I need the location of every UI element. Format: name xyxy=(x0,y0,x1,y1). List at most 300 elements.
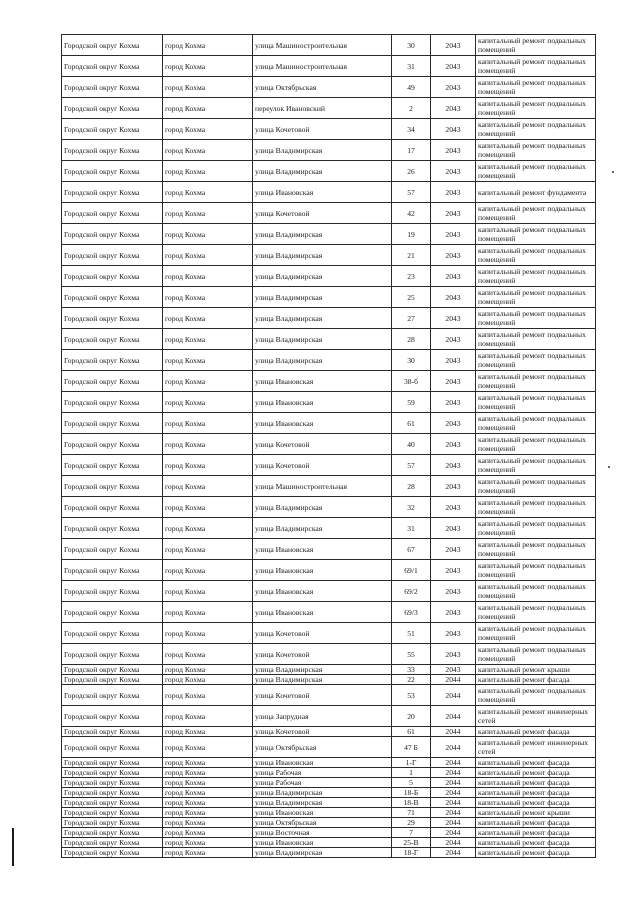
work-type-cell: капитальный ремонт фундамента xyxy=(476,182,596,203)
year-cell: 2043 xyxy=(431,539,476,560)
work-type-cell: капитальный ремонт подвальных помещений xyxy=(476,329,596,350)
house-number-cell: 51 xyxy=(392,623,431,644)
street-cell: улица Ивановская xyxy=(253,413,392,434)
year-cell: 2043 xyxy=(431,350,476,371)
year-cell: 2044 xyxy=(431,808,476,818)
table-row xyxy=(62,77,596,98)
house-number-cell: 29 xyxy=(392,818,431,828)
table-row xyxy=(62,413,596,434)
district-cell: Городской округ Кохма xyxy=(62,768,163,778)
house-number-cell: 19 xyxy=(392,224,431,245)
street-cell: улица Владимирская xyxy=(253,497,392,518)
table-row xyxy=(62,818,596,828)
street-cell: улица Владимирская xyxy=(253,140,392,161)
street-cell: улица Ивановская xyxy=(253,182,392,203)
district-cell: Городской округ Кохма xyxy=(62,119,163,140)
district-cell: Городской округ Кохма xyxy=(62,161,163,182)
year-cell: 2043 xyxy=(431,329,476,350)
work-type-cell: капитальный ремонт подвальных помещений xyxy=(476,224,596,245)
year-cell: 2043 xyxy=(431,266,476,287)
house-number-cell: 32 xyxy=(392,497,431,518)
house-number-cell: 26 xyxy=(392,161,431,182)
street-cell: улица Октябрьская xyxy=(253,818,392,828)
street-cell: улица Кочетовой xyxy=(253,119,392,140)
year-cell: 2044 xyxy=(431,706,476,727)
street-cell: улица Владимирская xyxy=(253,518,392,539)
district-cell: Городской округ Кохма xyxy=(62,98,163,119)
work-type-cell: капитальный ремонт фасада xyxy=(476,788,596,798)
district-cell: Городской округ Кохма xyxy=(62,737,163,758)
street-cell: улица Рабочая xyxy=(253,778,392,788)
work-type-cell: капитальный ремонт подвальных помещений xyxy=(476,266,596,287)
house-number-cell: 69/3 xyxy=(392,602,431,623)
work-type-cell: капитальный ремонт фасада xyxy=(476,727,596,737)
year-cell: 2044 xyxy=(431,675,476,685)
house-number-cell: 28 xyxy=(392,329,431,350)
district-cell: Городской округ Кохма xyxy=(62,675,163,685)
house-number-cell: 71 xyxy=(392,808,431,818)
city-cell: город Кохма xyxy=(163,266,253,287)
work-type-cell: капитальный ремонт подвальных помещений xyxy=(476,35,596,56)
year-cell: 2044 xyxy=(431,798,476,808)
year-cell: 2043 xyxy=(431,182,476,203)
house-number-cell: 34 xyxy=(392,119,431,140)
city-cell: город Кохма xyxy=(163,413,253,434)
table-row xyxy=(62,434,596,455)
work-type-cell: капитальный ремонт фасада xyxy=(476,798,596,808)
district-cell: Городской округ Кохма xyxy=(62,828,163,838)
house-number-cell: 28 xyxy=(392,476,431,497)
house-number-cell: 38-б xyxy=(392,371,431,392)
work-type-cell: капитальный ремонт инженерных сетей xyxy=(476,706,596,727)
table-row xyxy=(62,119,596,140)
city-cell: город Кохма xyxy=(163,706,253,727)
year-cell: 2044 xyxy=(431,727,476,737)
work-type-cell: капитальный ремонт подвальных помещений xyxy=(476,644,596,665)
repair-schedule-table xyxy=(61,34,596,858)
street-cell: улица Владимирская xyxy=(253,245,392,266)
district-cell: Городской округ Кохма xyxy=(62,182,163,203)
year-cell: 2043 xyxy=(431,644,476,665)
city-cell: город Кохма xyxy=(163,287,253,308)
table-row xyxy=(62,560,596,581)
house-number-cell: 47 Б xyxy=(392,737,431,758)
city-cell: город Кохма xyxy=(163,77,253,98)
district-cell: Городской округ Кохма xyxy=(62,644,163,665)
table-row xyxy=(62,497,596,518)
district-cell: Городской округ Кохма xyxy=(62,455,163,476)
year-cell: 2043 xyxy=(431,35,476,56)
street-cell: улица Восточная xyxy=(253,828,392,838)
street-cell: улица Кочетовой xyxy=(253,455,392,476)
table-row xyxy=(62,798,596,808)
house-number-cell: 31 xyxy=(392,56,431,77)
city-cell: город Кохма xyxy=(163,778,253,788)
work-type-cell: капитальный ремонт подвальных помещений xyxy=(476,308,596,329)
city-cell: город Кохма xyxy=(163,602,253,623)
house-number-cell: 27 xyxy=(392,308,431,329)
city-cell: город Кохма xyxy=(163,838,253,848)
work-type-cell: капитальный ремонт фасада xyxy=(476,675,596,685)
year-cell: 2044 xyxy=(431,685,476,706)
street-cell: улица Владимирская xyxy=(253,848,392,858)
year-cell: 2044 xyxy=(431,758,476,768)
city-cell: город Кохма xyxy=(163,203,253,224)
street-cell: улица Ивановская xyxy=(253,808,392,818)
city-cell: город Кохма xyxy=(163,434,253,455)
district-cell: Городской округ Кохма xyxy=(62,497,163,518)
table-row xyxy=(62,329,596,350)
city-cell: город Кохма xyxy=(163,727,253,737)
street-cell: улица Владимирская xyxy=(253,161,392,182)
house-number-cell: 30 xyxy=(392,350,431,371)
work-type-cell: капитальный ремонт фасада xyxy=(476,768,596,778)
street-cell: улица Владимирская xyxy=(253,287,392,308)
work-type-cell: капитальный ремонт фасада xyxy=(476,848,596,858)
house-number-cell: 30 xyxy=(392,35,431,56)
house-number-cell: 31 xyxy=(392,518,431,539)
table-row xyxy=(62,224,596,245)
city-cell: город Кохма xyxy=(163,539,253,560)
table-row xyxy=(62,644,596,665)
table-row xyxy=(62,848,596,858)
district-cell: Городской округ Кохма xyxy=(62,77,163,98)
street-cell: улица Владимирская xyxy=(253,224,392,245)
table-row xyxy=(62,476,596,497)
district-cell: Городской округ Кохма xyxy=(62,203,163,224)
table-row xyxy=(62,350,596,371)
year-cell: 2043 xyxy=(431,413,476,434)
table-row xyxy=(62,308,596,329)
work-type-cell: капитальный ремонт подвальных помещений xyxy=(476,56,596,77)
district-cell: Городской округ Кохма xyxy=(62,140,163,161)
table-row xyxy=(62,371,596,392)
district-cell: Городской округ Кохма xyxy=(62,350,163,371)
house-number-cell: 53 xyxy=(392,685,431,706)
work-type-cell: капитальный ремонт крыши xyxy=(476,808,596,818)
house-number-cell: 49 xyxy=(392,77,431,98)
city-cell: город Кохма xyxy=(163,758,253,768)
house-number-cell: 61 xyxy=(392,727,431,737)
table-row xyxy=(62,685,596,706)
district-cell: Городской округ Кохма xyxy=(62,287,163,308)
city-cell: город Кохма xyxy=(163,350,253,371)
city-cell: город Кохма xyxy=(163,140,253,161)
year-cell: 2043 xyxy=(431,245,476,266)
work-type-cell: капитальный ремонт фасада xyxy=(476,838,596,848)
city-cell: город Кохма xyxy=(163,737,253,758)
work-type-cell: капитальный ремонт подвальных помещений xyxy=(476,392,596,413)
table-row xyxy=(62,161,596,182)
street-cell: улица Рабочая xyxy=(253,768,392,778)
street-cell: улица Октябрьская xyxy=(253,737,392,758)
district-cell: Городской округ Кохма xyxy=(62,706,163,727)
table-row xyxy=(62,768,596,778)
year-cell: 2043 xyxy=(431,224,476,245)
work-type-cell: капитальный ремонт подвальных помещений xyxy=(476,140,596,161)
year-cell: 2044 xyxy=(431,848,476,858)
city-cell: город Кохма xyxy=(163,182,253,203)
street-cell: переулок Ивановский xyxy=(253,98,392,119)
year-cell: 2043 xyxy=(431,203,476,224)
city-cell: город Кохма xyxy=(163,476,253,497)
city-cell: город Кохма xyxy=(163,245,253,266)
city-cell: город Кохма xyxy=(163,371,253,392)
district-cell: Городской округ Кохма xyxy=(62,848,163,858)
work-type-cell: капитальный ремонт подвальных помещений xyxy=(476,497,596,518)
district-cell: Городской округ Кохма xyxy=(62,434,163,455)
house-number-cell: 57 xyxy=(392,182,431,203)
district-cell: Городской округ Кохма xyxy=(62,392,163,413)
street-cell: улица Машиностроительная xyxy=(253,56,392,77)
city-cell: город Кохма xyxy=(163,685,253,706)
year-cell: 2043 xyxy=(431,140,476,161)
table-row xyxy=(62,287,596,308)
work-type-cell: капитальный ремонт подвальных помещений xyxy=(476,476,596,497)
table-row xyxy=(62,98,596,119)
city-cell: город Кохма xyxy=(163,224,253,245)
city-cell: город Кохма xyxy=(163,675,253,685)
table-row xyxy=(62,828,596,838)
street-cell: улица Ивановская xyxy=(253,838,392,848)
year-cell: 2043 xyxy=(431,161,476,182)
year-cell: 2043 xyxy=(431,287,476,308)
street-cell: улица Ивановская xyxy=(253,539,392,560)
city-cell: город Кохма xyxy=(163,455,253,476)
work-type-cell: капитальный ремонт подвальных помещений xyxy=(476,434,596,455)
work-type-cell: капитальный ремонт подвальных помещений xyxy=(476,413,596,434)
city-cell: город Кохма xyxy=(163,308,253,329)
table-row xyxy=(62,140,596,161)
table-row xyxy=(62,245,596,266)
city-cell: город Кохма xyxy=(163,392,253,413)
house-number-cell: 69/1 xyxy=(392,560,431,581)
work-type-cell: капитальный ремонт подвальных помещений xyxy=(476,287,596,308)
city-cell: город Кохма xyxy=(163,35,253,56)
year-cell: 2043 xyxy=(431,497,476,518)
city-cell: город Кохма xyxy=(163,848,253,858)
work-type-cell: капитальный ремонт подвальных помещений xyxy=(476,685,596,706)
city-cell: город Кохма xyxy=(163,518,253,539)
scan-dot xyxy=(612,171,614,173)
table-row xyxy=(62,602,596,623)
work-type-cell: капитальный ремонт подвальных помещений xyxy=(476,518,596,539)
city-cell: город Кохма xyxy=(163,623,253,644)
house-number-cell: 42 xyxy=(392,203,431,224)
year-cell: 2043 xyxy=(431,602,476,623)
district-cell: Городской округ Кохма xyxy=(62,560,163,581)
city-cell: город Кохма xyxy=(163,98,253,119)
district-cell: Городской округ Кохма xyxy=(62,727,163,737)
year-cell: 2043 xyxy=(431,98,476,119)
street-cell: улица Машиностроительная xyxy=(253,35,392,56)
table-row xyxy=(62,266,596,287)
district-cell: Городской округ Кохма xyxy=(62,788,163,798)
district-cell: Городской округ Кохма xyxy=(62,35,163,56)
district-cell: Городской округ Кохма xyxy=(62,476,163,497)
house-number-cell: 18-Г xyxy=(392,848,431,858)
year-cell: 2044 xyxy=(431,828,476,838)
table-row xyxy=(62,665,596,675)
district-cell: Городской округ Кохма xyxy=(62,539,163,560)
year-cell: 2043 xyxy=(431,518,476,539)
district-cell: Городской округ Кохма xyxy=(62,329,163,350)
table-row xyxy=(62,808,596,818)
table-row xyxy=(62,455,596,476)
district-cell: Городской округ Кохма xyxy=(62,224,163,245)
district-cell: Городской округ Кохма xyxy=(62,581,163,602)
district-cell: Городской округ Кохма xyxy=(62,685,163,706)
city-cell: город Кохма xyxy=(163,119,253,140)
year-cell: 2044 xyxy=(431,788,476,798)
year-cell: 2044 xyxy=(431,838,476,848)
city-cell: город Кохма xyxy=(163,581,253,602)
year-cell: 2043 xyxy=(431,371,476,392)
city-cell: город Кохма xyxy=(163,329,253,350)
district-cell: Городской округ Кохма xyxy=(62,56,163,77)
work-type-cell: капитальный ремонт фасада xyxy=(476,828,596,838)
year-cell: 2043 xyxy=(431,455,476,476)
table-row xyxy=(62,623,596,644)
work-type-cell: капитальный ремонт подвальных помещений xyxy=(476,77,596,98)
year-cell: 2044 xyxy=(431,737,476,758)
table-row xyxy=(62,838,596,848)
year-cell: 2044 xyxy=(431,768,476,778)
street-cell: улица Ивановская xyxy=(253,581,392,602)
work-type-cell: капитальный ремонт подвальных помещений xyxy=(476,539,596,560)
street-cell: улица Кочетовой xyxy=(253,623,392,644)
work-type-cell: капитальный ремонт подвальных помещений xyxy=(476,203,596,224)
work-type-cell: капитальный ремонт фасада xyxy=(476,778,596,788)
table-row xyxy=(62,203,596,224)
house-number-cell: 25 xyxy=(392,287,431,308)
house-number-cell: 61 xyxy=(392,413,431,434)
house-number-cell: 59 xyxy=(392,392,431,413)
year-cell: 2043 xyxy=(431,476,476,497)
year-cell: 2043 xyxy=(431,434,476,455)
table-row xyxy=(62,35,596,56)
year-cell: 2044 xyxy=(431,818,476,828)
street-cell: улица Машиностроительная xyxy=(253,476,392,497)
table-row xyxy=(62,581,596,602)
table-row xyxy=(62,758,596,768)
table-row xyxy=(62,56,596,77)
work-type-cell: капитальный ремонт инженерных сетей xyxy=(476,737,596,758)
house-number-cell: 2 xyxy=(392,98,431,119)
city-cell: город Кохма xyxy=(163,56,253,77)
house-number-cell: 22 xyxy=(392,675,431,685)
city-cell: город Кохма xyxy=(163,644,253,665)
work-type-cell: капитальный ремонт подвальных помещений xyxy=(476,350,596,371)
work-type-cell: капитальный ремонт фасада xyxy=(476,818,596,828)
district-cell: Городской округ Кохма xyxy=(62,665,163,675)
street-cell: улица Ивановская xyxy=(253,560,392,581)
city-cell: город Кохма xyxy=(163,808,253,818)
work-type-cell: капитальный ремонт подвальных помещений xyxy=(476,245,596,266)
table-row xyxy=(62,392,596,413)
city-cell: город Кохма xyxy=(163,768,253,778)
work-type-cell: капитальный ремонт подвальных помещений xyxy=(476,560,596,581)
city-cell: город Кохма xyxy=(163,665,253,675)
work-type-cell: капитальный ремонт подвальных помещений xyxy=(476,623,596,644)
margin-mark xyxy=(12,828,14,866)
table-row xyxy=(62,778,596,788)
city-cell: город Кохма xyxy=(163,788,253,798)
street-cell: улица Октябрьская xyxy=(253,77,392,98)
table-row xyxy=(62,706,596,727)
house-number-cell: 25-В xyxy=(392,838,431,848)
house-number-cell: 18-В xyxy=(392,798,431,808)
work-type-cell: капитальный ремонт крыши xyxy=(476,665,596,675)
street-cell: улица Владимирская xyxy=(253,329,392,350)
work-type-cell: капитальный ремонт подвальных помещений xyxy=(476,161,596,182)
street-cell: улица Владимирская xyxy=(253,266,392,287)
table-row xyxy=(62,182,596,203)
street-cell: улица Владимирская xyxy=(253,675,392,685)
district-cell: Городской округ Кохма xyxy=(62,518,163,539)
district-cell: Городской округ Кохма xyxy=(62,371,163,392)
year-cell: 2043 xyxy=(431,77,476,98)
year-cell: 2043 xyxy=(431,56,476,77)
table-row xyxy=(62,737,596,758)
house-number-cell: 18-Б xyxy=(392,788,431,798)
street-cell: улица Запрудная xyxy=(253,706,392,727)
house-number-cell: 17 xyxy=(392,140,431,161)
table-row xyxy=(62,539,596,560)
city-cell: город Кохма xyxy=(163,497,253,518)
district-cell: Городской округ Кохма xyxy=(62,818,163,828)
table-row xyxy=(62,727,596,737)
district-cell: Городской округ Кохма xyxy=(62,838,163,848)
street-cell: улица Владимирская xyxy=(253,798,392,808)
house-number-cell: 5 xyxy=(392,778,431,788)
work-type-cell: капитальный ремонт подвальных помещений xyxy=(476,119,596,140)
district-cell: Городской округ Кохма xyxy=(62,758,163,768)
table-row xyxy=(62,675,596,685)
street-cell: улица Владимирская xyxy=(253,788,392,798)
house-number-cell: 1-Г xyxy=(392,758,431,768)
house-number-cell: 20 xyxy=(392,706,431,727)
year-cell: 2043 xyxy=(431,392,476,413)
house-number-cell: 69/2 xyxy=(392,581,431,602)
district-cell: Городской округ Кохма xyxy=(62,266,163,287)
district-cell: Городской округ Кохма xyxy=(62,413,163,434)
year-cell: 2043 xyxy=(431,665,476,675)
street-cell: улица Ивановская xyxy=(253,758,392,768)
district-cell: Городской округ Кохма xyxy=(62,808,163,818)
house-number-cell: 7 xyxy=(392,828,431,838)
year-cell: 2043 xyxy=(431,581,476,602)
city-cell: город Кохма xyxy=(163,818,253,828)
year-cell: 2043 xyxy=(431,119,476,140)
street-cell: улица Владимирская xyxy=(253,665,392,675)
work-type-cell: капитальный ремонт подвальных помещений xyxy=(476,455,596,476)
work-type-cell: капитальный ремонт подвальных помещений xyxy=(476,98,596,119)
district-cell: Городской округ Кохма xyxy=(62,245,163,266)
street-cell: улица Ивановская xyxy=(253,371,392,392)
district-cell: Городской округ Кохма xyxy=(62,602,163,623)
district-cell: Городской округ Кохма xyxy=(62,798,163,808)
table-body xyxy=(62,35,596,858)
district-cell: Городской округ Кохма xyxy=(62,623,163,644)
city-cell: город Кохма xyxy=(163,560,253,581)
street-cell: улица Кочетовой xyxy=(253,727,392,737)
house-number-cell: 23 xyxy=(392,266,431,287)
city-cell: город Кохма xyxy=(163,828,253,838)
street-cell: улица Владимирская xyxy=(253,308,392,329)
street-cell: улица Кочетовой xyxy=(253,203,392,224)
work-type-cell: капитальный ремонт подвальных помещений xyxy=(476,371,596,392)
